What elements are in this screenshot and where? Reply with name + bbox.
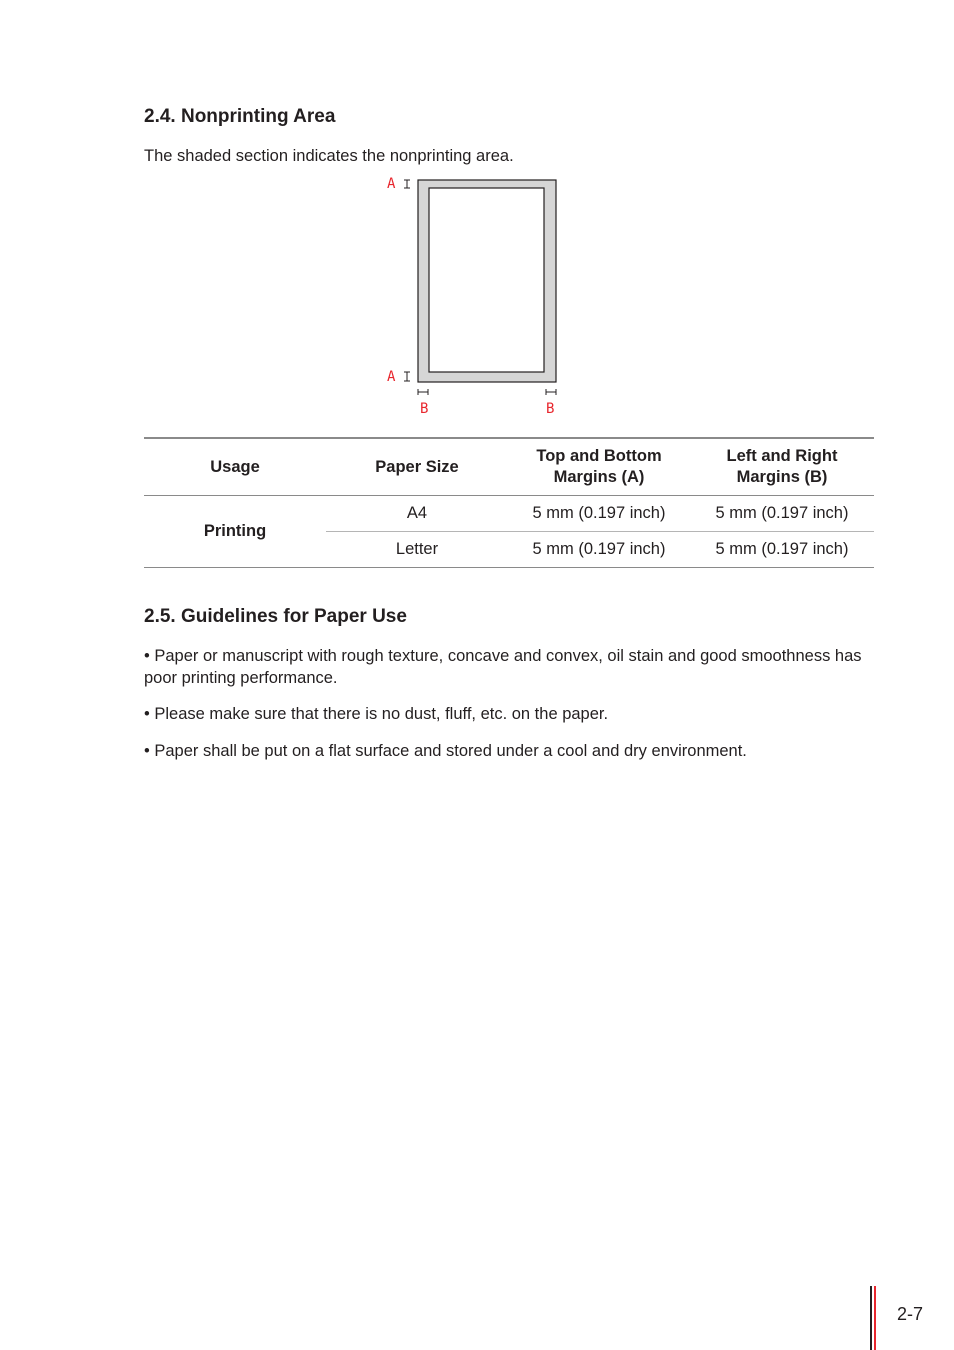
guideline-bullet: • Paper or manuscript with rough texture, concave and convex, oil stain and good smoothness has poor printing performance. <box>144 647 862 687</box>
header-top-bottom: Top and Bottom Margins (A) <box>508 438 690 496</box>
page-number: 2-7 <box>897 1304 924 1324</box>
left-right-cell: 5 mm (0.197 inch) <box>690 532 874 568</box>
header-left-right: Left and Right Margins (B) <box>690 438 874 496</box>
table-header-row <box>144 438 874 496</box>
label-b-left: B <box>420 401 429 417</box>
label-b-right: B <box>546 401 555 417</box>
paper-size-cell: A4 <box>326 496 508 532</box>
section-title-nonprinting-area: 2.4. Nonprinting Area <box>144 106 336 127</box>
paper-size-cell: Letter <box>326 532 508 568</box>
top-margin-marker <box>404 180 410 188</box>
left-right-cell: 5 mm (0.197 inch) <box>690 496 874 532</box>
header-paper-size: Paper Size <box>326 438 508 496</box>
printable-area <box>429 188 544 372</box>
top-bottom-cell: 5 mm (0.197 inch) <box>508 496 690 532</box>
nonprinting-intro: The shaded section indicates the nonprinting area. <box>144 147 514 165</box>
table-row <box>144 496 874 532</box>
usage-cell: Printing <box>144 496 326 568</box>
section-title-paper-guidelines: 2.5. Guidelines for Paper Use <box>144 606 407 627</box>
label-a-top: A <box>387 176 396 192</box>
paper-margin-illustration <box>380 172 580 422</box>
label-a-bottom: A <box>387 369 396 385</box>
right-margin-marker <box>546 389 556 395</box>
nonprinting-area-diagram <box>380 172 580 422</box>
footer-rule-dark <box>870 1286 872 1350</box>
footer-rule-red <box>874 1286 876 1350</box>
top-bottom-cell: 5 mm (0.197 inch) <box>508 532 690 568</box>
header-usage: Usage <box>144 438 326 496</box>
guideline-bullet: • Please make sure that there is no dust, fluff, etc. on the paper. <box>144 705 609 723</box>
margins-table <box>144 437 874 568</box>
bottom-margin-marker <box>404 372 410 381</box>
guideline-bullet: • Paper shall be put on a flat surface and stored under a cool and dry environment. <box>144 742 747 760</box>
left-margin-marker <box>418 389 428 395</box>
